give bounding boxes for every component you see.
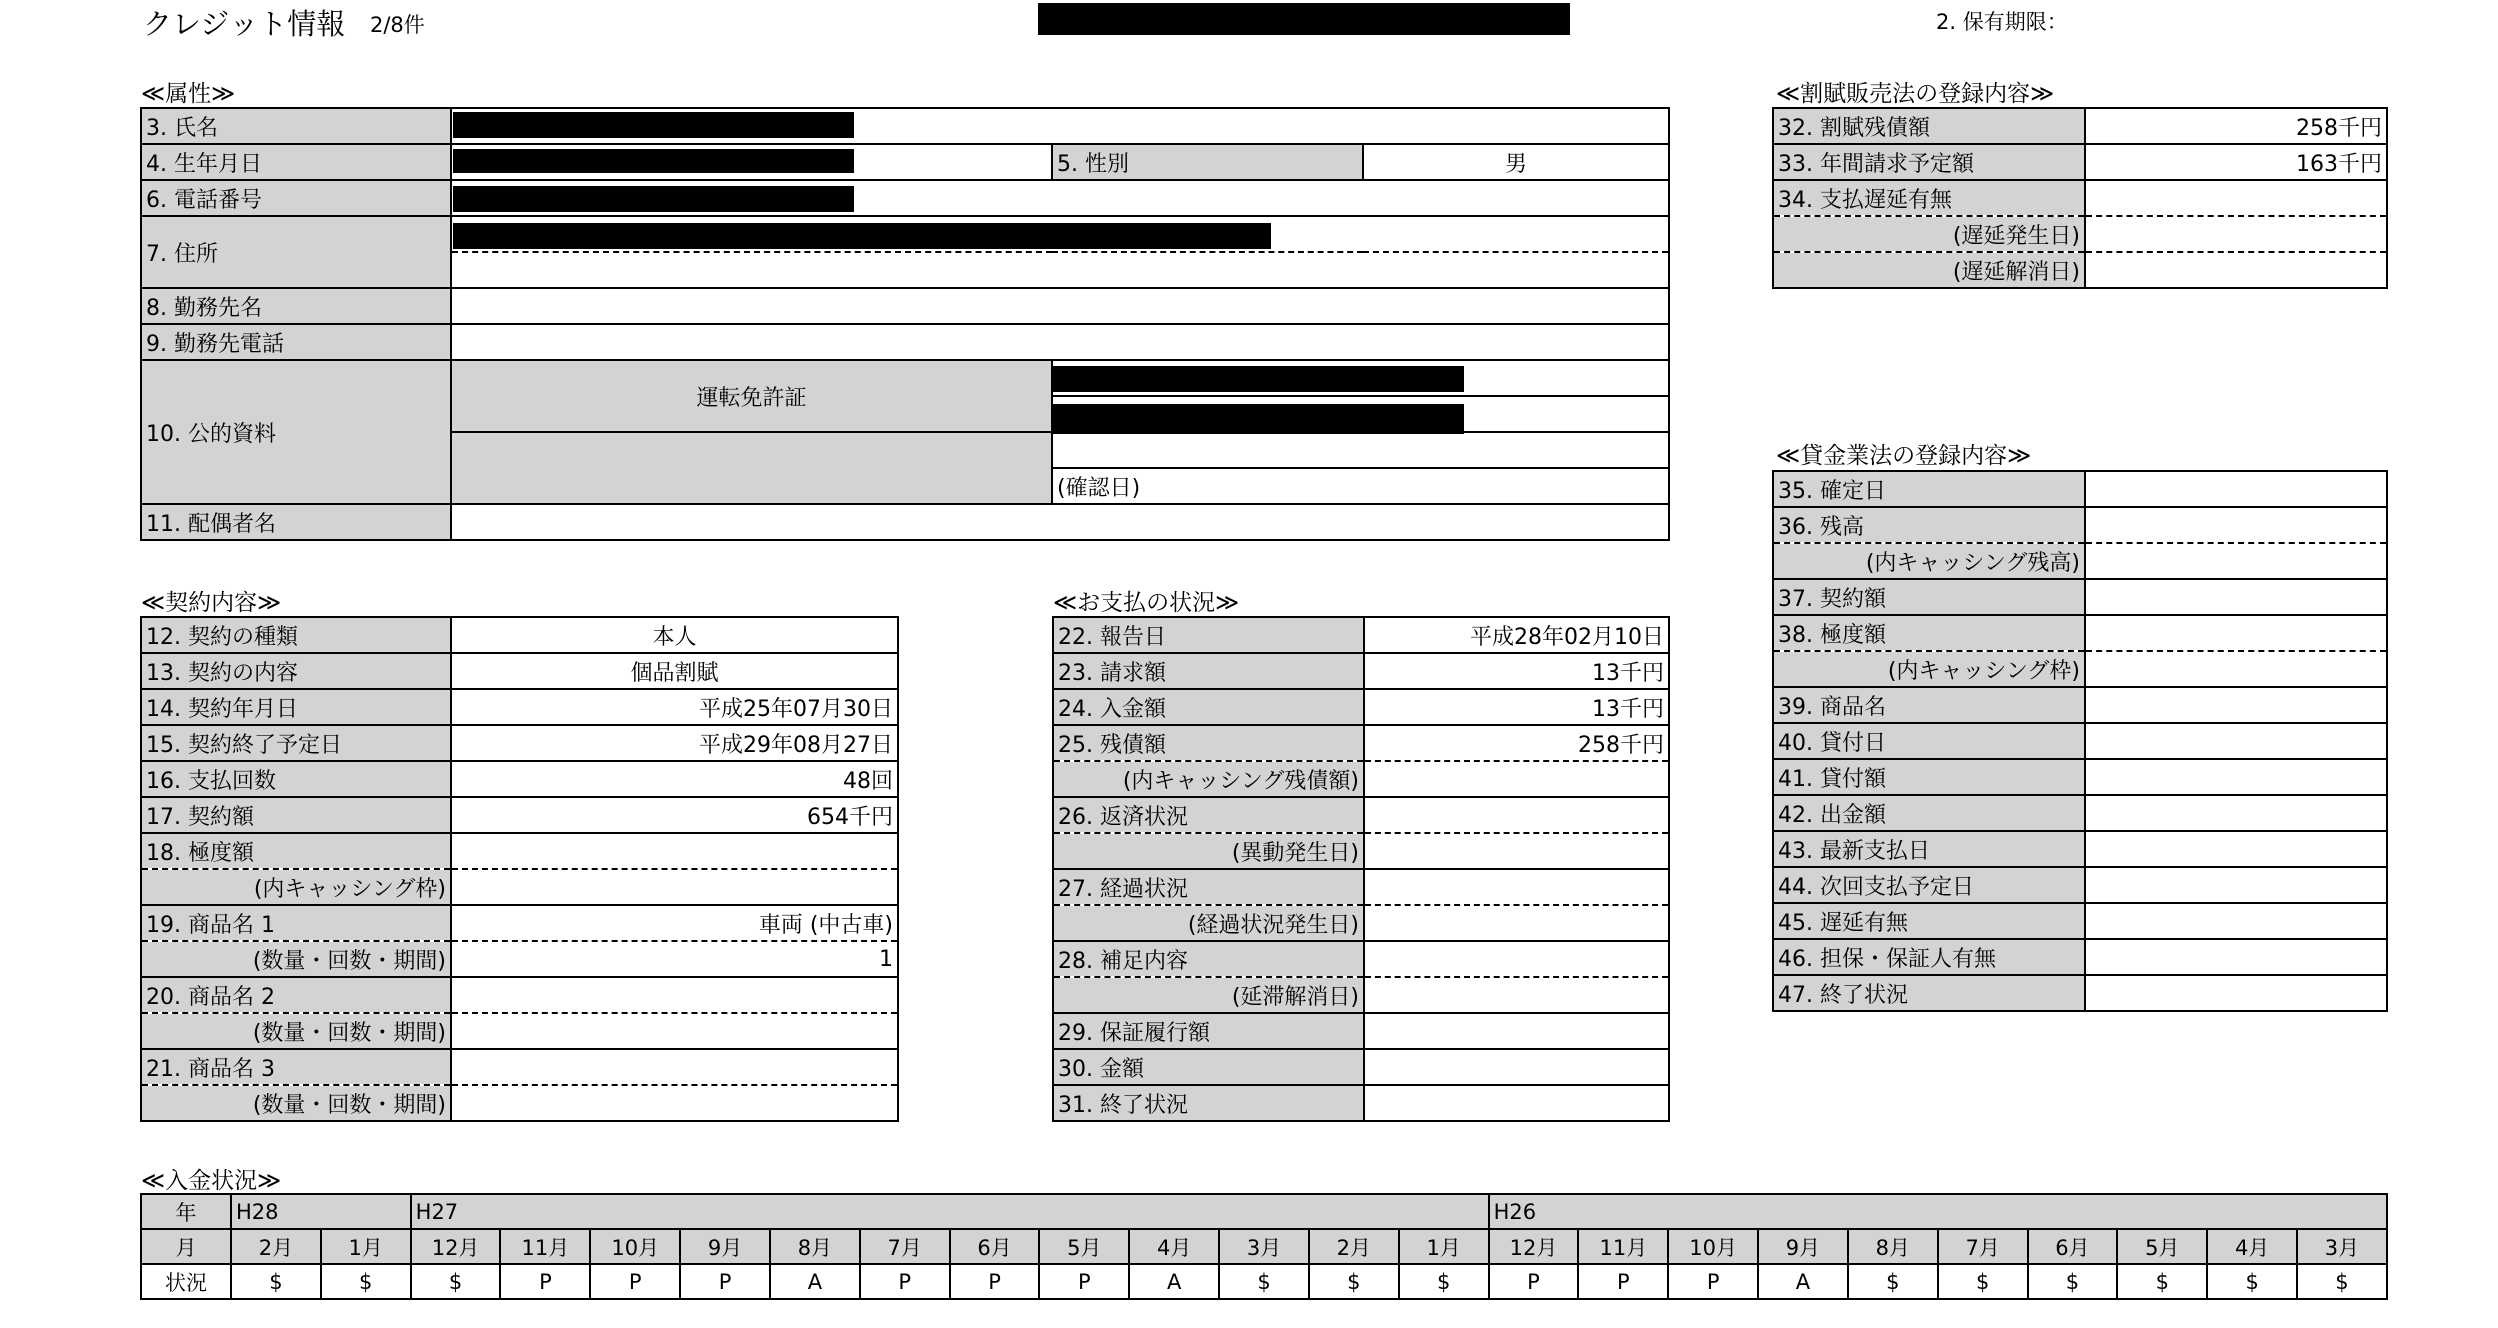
- status-cell: A: [1129, 1264, 1219, 1299]
- employer-value: [451, 288, 1669, 324]
- table-row: [1053, 1049, 1669, 1085]
- month-cell: 12月: [1489, 1229, 1579, 1264]
- year-cell-empty: [1848, 1194, 1938, 1229]
- month-cell: 10月: [1668, 1229, 1758, 1264]
- employer-label: 8. 勤務先名: [141, 288, 451, 324]
- status-cell: A: [1758, 1264, 1848, 1299]
- table-row: [1053, 977, 1669, 1013]
- table-row: [1773, 867, 2387, 903]
- table-row: [141, 1013, 898, 1049]
- confirm-date-label: (確認日): [1052, 468, 1669, 504]
- row-value: [1364, 1085, 1669, 1121]
- table-row: [1773, 180, 2387, 216]
- year-cell-empty: [1219, 1194, 1309, 1229]
- row-label: (数量・回数・期間): [141, 1085, 451, 1121]
- table-row-month: [141, 1229, 2387, 1264]
- row-value: [2085, 903, 2387, 939]
- public-doc-label: 10. 公的資料: [141, 360, 451, 504]
- table-row: [1773, 795, 2387, 831]
- status-cell: P: [1668, 1264, 1758, 1299]
- table-row: [141, 941, 898, 977]
- row-label: (異動発生日): [1053, 833, 1364, 869]
- row-label: 17. 契約額: [141, 797, 451, 833]
- month-cell: 8月: [1848, 1229, 1938, 1264]
- row-value: [2085, 795, 2387, 831]
- status-row-label: 状況: [141, 1264, 231, 1299]
- table-row: [141, 1085, 898, 1121]
- row-label: 46. 担保・保証人有無: [1773, 939, 2085, 975]
- section-title-payment-status: ≪お支払の状況≫: [1053, 590, 1240, 616]
- row-label: 25. 残債額: [1053, 725, 1364, 761]
- table-row: [1773, 471, 2387, 507]
- year-cell-empty: [1938, 1194, 2028, 1229]
- redacted-phone: [453, 186, 854, 212]
- month-row-label: 月: [141, 1229, 231, 1264]
- status-cell: P: [1578, 1264, 1668, 1299]
- month-cell: 7月: [1938, 1229, 2028, 1264]
- row-label: 31. 終了状況: [1053, 1085, 1364, 1121]
- employer-phone-label: 9. 勤務先電話: [141, 324, 451, 360]
- table-row: [141, 797, 898, 833]
- row-value: [2085, 471, 2387, 507]
- month-cell: 5月: [1039, 1229, 1129, 1264]
- row-label: 20. 商品名 2: [141, 977, 451, 1013]
- row-value: [451, 1049, 898, 1085]
- spouse-label: 11. 配偶者名: [141, 504, 451, 540]
- year-cell-empty: [1758, 1194, 1848, 1229]
- month-cell: 10月: [590, 1229, 680, 1264]
- spouse-value: [451, 504, 1669, 540]
- year-cell-empty: [2117, 1194, 2207, 1229]
- row-value: [2085, 759, 2387, 795]
- month-cell: 11月: [500, 1229, 590, 1264]
- status-cell: P: [1489, 1264, 1579, 1299]
- status-cell: P: [500, 1264, 590, 1299]
- row-value: [1364, 833, 1669, 869]
- year-cell-empty: [321, 1194, 411, 1229]
- row-label: 37. 契約額: [1773, 579, 2085, 615]
- status-cell: $: [2117, 1264, 2207, 1299]
- row-value: [2085, 867, 2387, 903]
- row-label: 39. 商品名: [1773, 687, 2085, 723]
- status-cell: P: [950, 1264, 1040, 1299]
- row-label: 12. 契約の種類: [141, 617, 451, 653]
- row-label: 33. 年間請求予定額: [1773, 144, 2085, 180]
- row-label: 13. 契約の内容: [141, 653, 451, 689]
- table-row: [141, 905, 898, 941]
- table-row: [141, 108, 1669, 144]
- row-value: [1364, 797, 1669, 833]
- address-label: 7. 住所: [141, 216, 451, 288]
- row-label: 23. 請求額: [1053, 653, 1364, 689]
- deposit-status-table: [140, 1193, 2388, 1300]
- table-row: [1053, 869, 1669, 905]
- row-label: 35. 確定日: [1773, 471, 2085, 507]
- row-label: (遅延解消日): [1773, 252, 2085, 288]
- contract-table: [140, 616, 899, 1122]
- row-value: [451, 869, 898, 905]
- table-row: [1053, 761, 1669, 797]
- row-label: 26. 返済状況: [1053, 797, 1364, 833]
- section-title-attributes: ≪属性≫: [141, 81, 236, 107]
- row-label: 15. 契約終了予定日: [141, 725, 451, 761]
- page-title: [143, 2, 345, 43]
- status-cell: $: [2207, 1264, 2297, 1299]
- redacted-birth: [453, 149, 854, 173]
- table-row: [141, 144, 1669, 180]
- row-value: 258千円: [2085, 108, 2387, 144]
- row-value: [2085, 507, 2387, 543]
- table-row: [1773, 903, 2387, 939]
- table-row: [1053, 941, 1669, 977]
- section-title-deposit: ≪入金状況≫: [141, 1168, 282, 1194]
- month-cell: 6月: [950, 1229, 1040, 1264]
- row-value: [2085, 975, 2387, 1011]
- year-cell-empty: [1129, 1194, 1219, 1229]
- row-label: 21. 商品名 3: [141, 1049, 451, 1085]
- table-row: [141, 977, 898, 1013]
- row-value: [1364, 977, 1669, 1013]
- table-row: [1773, 687, 2387, 723]
- table-row: [141, 504, 1669, 540]
- row-label: (遅延発生日): [1773, 216, 2085, 252]
- row-value: 13千円: [1364, 689, 1669, 725]
- table-row: [1053, 1085, 1669, 1121]
- year-cell-empty: [500, 1194, 590, 1229]
- row-label: 16. 支払回数: [141, 761, 451, 797]
- month-cell: 2月: [1309, 1229, 1399, 1264]
- name-label: 3. 氏名: [141, 108, 451, 144]
- row-label: 24. 入金額: [1053, 689, 1364, 725]
- year-cell-empty: [1668, 1194, 1758, 1229]
- table-row: [1773, 759, 2387, 795]
- row-value: [451, 1085, 898, 1121]
- table-row: [1773, 579, 2387, 615]
- retention-label: 2. 保有期限：: [1936, 10, 2068, 34]
- month-cell: 4月: [1129, 1229, 1219, 1264]
- month-cell: 11月: [1578, 1229, 1668, 1264]
- row-label: 42. 出金額: [1773, 795, 2085, 831]
- table-row: [1053, 833, 1669, 869]
- status-cell: $: [1399, 1264, 1489, 1299]
- row-value: [1364, 941, 1669, 977]
- month-cell: 3月: [1219, 1229, 1309, 1264]
- row-label: 40. 貸付日: [1773, 723, 2085, 759]
- row-label: 41. 貸付額: [1773, 759, 2085, 795]
- row-label: 34. 支払遅延有無: [1773, 180, 2085, 216]
- row-value: [2085, 939, 2387, 975]
- month-cell: 4月: [2207, 1229, 2297, 1264]
- month-cell: 1月: [1399, 1229, 1489, 1264]
- row-label: (内キャッシング残債額): [1053, 761, 1364, 797]
- moneylending-table: [1772, 470, 2388, 1012]
- row-value: 654千円: [451, 797, 898, 833]
- address-value-line2: [451, 252, 1669, 288]
- table-row: [1773, 975, 2387, 1011]
- table-row: [1773, 615, 2387, 651]
- table-row: [1773, 252, 2387, 288]
- row-label: 38. 極度額: [1773, 615, 2085, 651]
- row-label: (経過状況発生日): [1053, 905, 1364, 941]
- row-label: (数量・回数・期間): [141, 941, 451, 977]
- row-label: (数量・回数・期間): [141, 1013, 451, 1049]
- year-cell-empty: [770, 1194, 860, 1229]
- month-cell: 5月: [2117, 1229, 2207, 1264]
- status-cell: P: [1039, 1264, 1129, 1299]
- status-cell: $: [321, 1264, 411, 1299]
- row-value: [2085, 615, 2387, 651]
- public-doc-type: 運転免許証: [451, 360, 1052, 432]
- month-cell: 7月: [860, 1229, 950, 1264]
- row-value: 48回: [451, 761, 898, 797]
- row-value: 平成28年02月10日: [1364, 617, 1669, 653]
- table-row-status: [141, 1264, 2387, 1299]
- record-count: 2/8件: [370, 13, 425, 37]
- redacted-block-header: [1038, 3, 1570, 35]
- table-row: [1773, 507, 2387, 543]
- row-label: 44. 次回支払予定日: [1773, 867, 2085, 903]
- table-row: [1053, 1013, 1669, 1049]
- table-row: [141, 617, 898, 653]
- status-cell: $: [2028, 1264, 2118, 1299]
- row-value: [2085, 579, 2387, 615]
- row-value: [2085, 252, 2387, 288]
- row-label: 36. 残高: [1773, 507, 2085, 543]
- status-cell: $: [1309, 1264, 1399, 1299]
- row-label: 45. 遅延有無: [1773, 903, 2085, 939]
- table-row: [1773, 651, 2387, 687]
- section-title-installment: ≪割賦販売法の登録内容≫: [1776, 81, 2055, 107]
- gender-label: 5. 性別: [1052, 144, 1363, 180]
- table-row: [1773, 831, 2387, 867]
- table-row: [1773, 723, 2387, 759]
- row-value: [2085, 687, 2387, 723]
- redacted-doc-number-1: [1053, 366, 1464, 392]
- row-value: 個品割賦: [451, 653, 898, 689]
- row-label: 18. 極度額: [141, 833, 451, 869]
- table-row: [141, 725, 898, 761]
- status-cell: A: [770, 1264, 860, 1299]
- year-cell: H27: [411, 1194, 501, 1229]
- month-cell: 6月: [2028, 1229, 2118, 1264]
- redacted-name: [453, 112, 854, 138]
- month-cell: 1月: [321, 1229, 411, 1264]
- row-value: 163千円: [2085, 144, 2387, 180]
- public-doc-number-3: [1052, 432, 1669, 468]
- public-doc-type-2: [451, 432, 1052, 504]
- row-value: 平成29年08月27日: [451, 725, 898, 761]
- month-cell: 3月: [2297, 1229, 2387, 1264]
- month-cell: 9月: [680, 1229, 770, 1264]
- year-cell-empty: [2207, 1194, 2297, 1229]
- status-cell: $: [411, 1264, 501, 1299]
- table-row: [141, 180, 1669, 216]
- row-value: [451, 833, 898, 869]
- status-cell: $: [2297, 1264, 2387, 1299]
- row-label: (内キャッシング枠): [141, 869, 451, 905]
- status-cell: P: [680, 1264, 770, 1299]
- table-row: [141, 761, 898, 797]
- table-row: [1773, 216, 2387, 252]
- page-title-text: クレジット情報: [143, 7, 346, 41]
- row-value: 13千円: [1364, 653, 1669, 689]
- table-row: [1773, 144, 2387, 180]
- year-cell-empty: [1578, 1194, 1668, 1229]
- table-row: [1053, 617, 1669, 653]
- row-value: [451, 1013, 898, 1049]
- year-cell: H28: [231, 1194, 321, 1229]
- row-label: (延滞解消日): [1053, 977, 1364, 1013]
- month-cell: 12月: [411, 1229, 501, 1264]
- status-cell: P: [860, 1264, 950, 1299]
- gender-value: 男: [1363, 144, 1669, 180]
- table-row: [1053, 905, 1669, 941]
- year-cell-empty: [2028, 1194, 2118, 1229]
- employer-phone-value: [451, 324, 1669, 360]
- row-label: 30. 金額: [1053, 1049, 1364, 1085]
- table-row: [141, 869, 898, 905]
- row-value: 本人: [451, 617, 898, 653]
- row-label: 27. 経過状況: [1053, 869, 1364, 905]
- table-row: [141, 653, 898, 689]
- row-label: 28. 補足内容: [1053, 941, 1364, 977]
- row-value: 平成25年07月30日: [451, 689, 898, 725]
- month-cell: 9月: [1758, 1229, 1848, 1264]
- month-cell: 2月: [231, 1229, 321, 1264]
- section-title-contract: ≪契約内容≫: [141, 590, 282, 616]
- year-row-label: 年: [141, 1194, 231, 1229]
- row-label: 43. 最新支払日: [1773, 831, 2085, 867]
- attributes-table: [140, 107, 1670, 541]
- row-value: [1364, 869, 1669, 905]
- year-cell-empty: [1039, 1194, 1129, 1229]
- row-value: [2085, 180, 2387, 216]
- table-row: [1773, 543, 2387, 579]
- row-label: 14. 契約年月日: [141, 689, 451, 725]
- table-row: [1773, 108, 2387, 144]
- year-cell-empty: [950, 1194, 1040, 1229]
- year-cell: H26: [1489, 1194, 1579, 1229]
- month-cell: 8月: [770, 1229, 860, 1264]
- status-cell: $: [231, 1264, 321, 1299]
- redacted-address: [453, 223, 1271, 249]
- payment-status-table: [1052, 616, 1670, 1122]
- row-label: (内キャッシング枠): [1773, 651, 2085, 687]
- year-cell-empty: [1399, 1194, 1489, 1229]
- status-cell: $: [1219, 1264, 1309, 1299]
- row-value: [1364, 1013, 1669, 1049]
- year-cell-empty: [680, 1194, 770, 1229]
- row-label: 32. 割賦残債額: [1773, 108, 2085, 144]
- row-value: [1364, 761, 1669, 797]
- year-cell-empty: [860, 1194, 950, 1229]
- section-title-moneylending: ≪貸金業法の登録内容≫: [1776, 443, 2032, 469]
- table-row: [141, 324, 1669, 360]
- row-value: 車両 (中古車): [451, 905, 898, 941]
- status-cell: $: [1848, 1264, 1938, 1299]
- table-row: [141, 288, 1669, 324]
- status-cell: $: [1938, 1264, 2028, 1299]
- row-label: (内キャッシング残高): [1773, 543, 2085, 579]
- row-value: [451, 977, 898, 1013]
- table-row: [1773, 939, 2387, 975]
- row-value: [2085, 543, 2387, 579]
- row-value: [1364, 905, 1669, 941]
- status-cell: P: [590, 1264, 680, 1299]
- year-cell-empty: [1309, 1194, 1399, 1229]
- row-label: 47. 終了状況: [1773, 975, 2085, 1011]
- row-value: [2085, 723, 2387, 759]
- table-row: [141, 833, 898, 869]
- table-row: [1053, 689, 1669, 725]
- year-cell-empty: [590, 1194, 680, 1229]
- table-row: [141, 689, 898, 725]
- row-value: [2085, 831, 2387, 867]
- row-label: 22. 報告日: [1053, 617, 1364, 653]
- birth-label: 4. 生年月日: [141, 144, 451, 180]
- table-row: [1053, 653, 1669, 689]
- row-label: 29. 保証履行額: [1053, 1013, 1364, 1049]
- year-cell-empty: [2297, 1194, 2387, 1229]
- row-value: [2085, 216, 2387, 252]
- redacted-doc-number-2: [1053, 404, 1464, 434]
- row-value: 1: [451, 941, 898, 977]
- row-value: [1364, 1049, 1669, 1085]
- row-label: 19. 商品名 1: [141, 905, 451, 941]
- installment-table: [1772, 107, 2388, 289]
- table-row: [1053, 725, 1669, 761]
- table-row: [141, 1049, 898, 1085]
- table-row: [1053, 797, 1669, 833]
- table-row-year: [141, 1194, 2387, 1229]
- row-value: 258千円: [1364, 725, 1669, 761]
- phone-label: 6. 電話番号: [141, 180, 451, 216]
- row-value: [2085, 651, 2387, 687]
